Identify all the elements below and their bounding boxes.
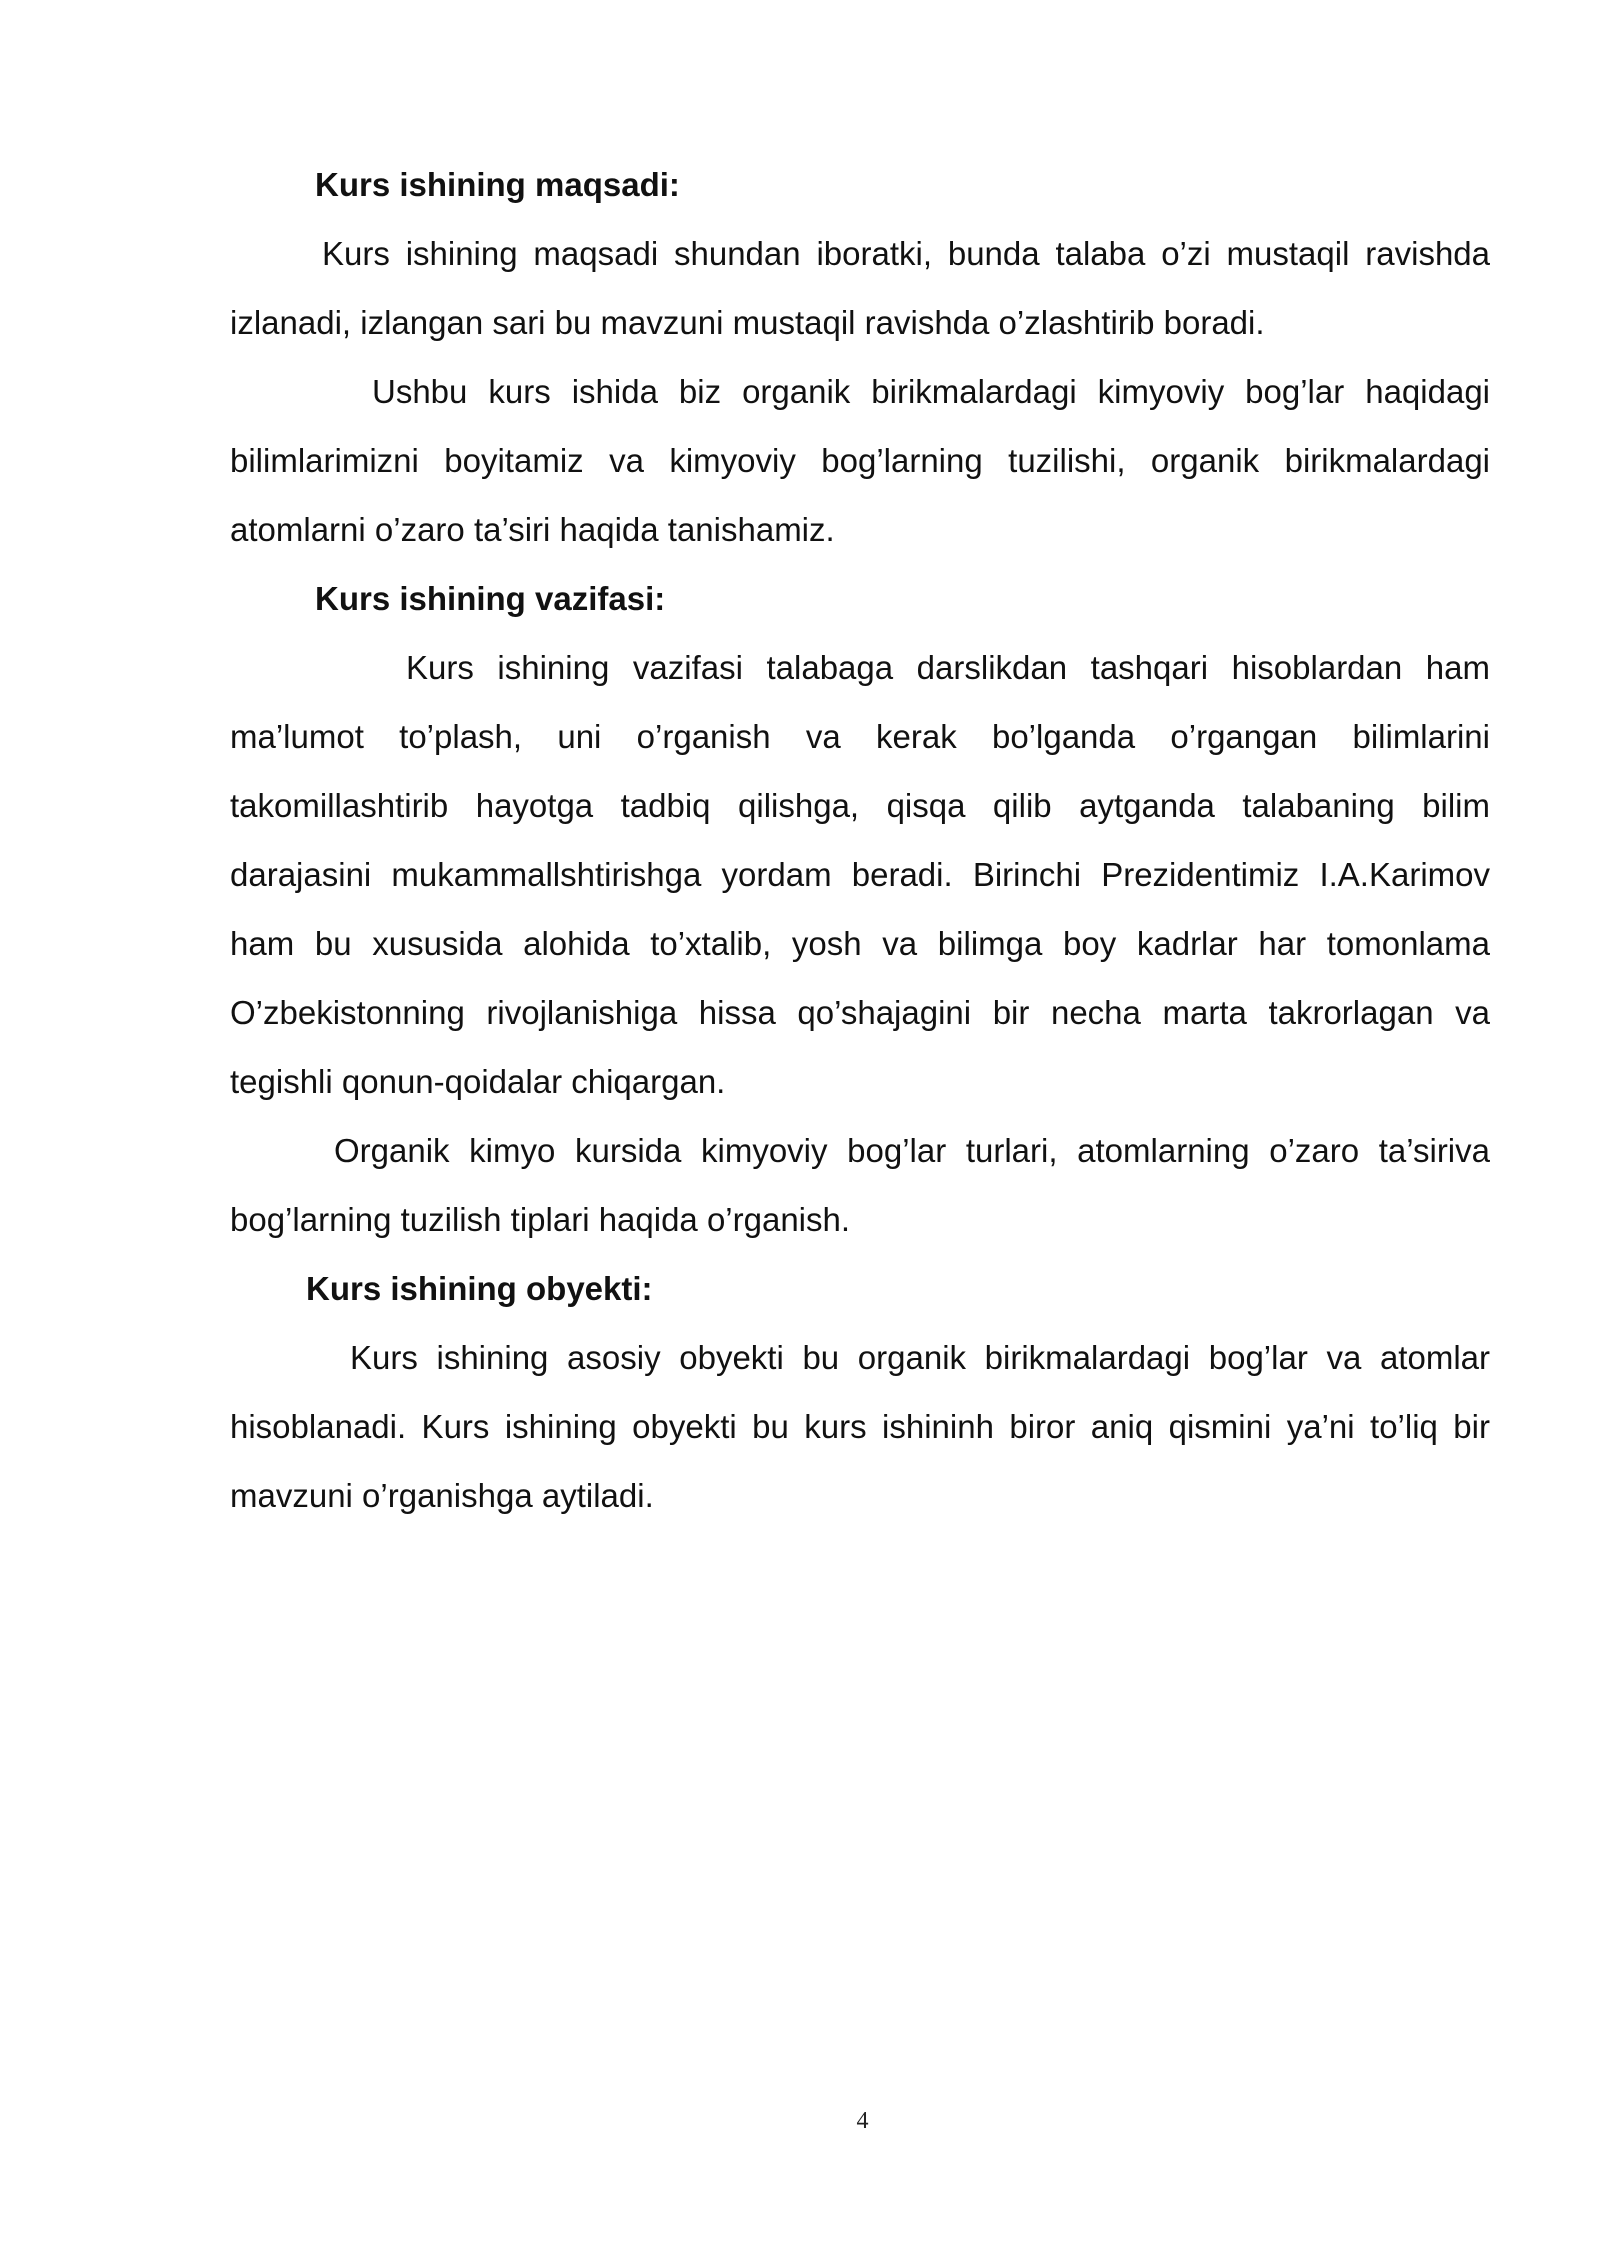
paragraph-maqsadi-1: Kurs ishining maqsadi shundan iboratki, bunda talaba o’zi mustaqil ravishda izlanadi, izlangan sari bu mavzuni mustaqil ravishda o’zlashtirib boradi. <box>230 235 1490 341</box>
page-number: 4 <box>856 2108 869 2134</box>
document-page <box>230 150 1490 1530</box>
paragraph-maqsadi-2: Ushbu kurs ishida biz organik birikmalardagi kimyoviy bog’lar haqidagi bilimlarimizni boyitamiz va kimyoviy bog’larning tuzilishi, organik birikmalardagi atomlarni o’zaro ta’siri haqida tanishamiz. <box>230 373 1490 548</box>
section-heading-maqsadi: Kurs ishining maqsadi: <box>315 166 680 203</box>
paragraph-vazifasi-2: Organik kimyo kursida kimyoviy bog’lar turlari, atomlarning o’zaro ta’siriva bog’larning tuzilish tiplari haqida o’rganish. <box>230 1132 1490 1238</box>
paragraph-obyekti-1: Kurs ishining asosiy obyekti bu organik birikmalardagi bog’lar va atomlar hisoblanadi. Kurs ishining obyekti bu kurs ishininh biror aniq qismini ya’ni to’liq bir mavzuni o’rganishga aytiladi. <box>230 1339 1490 1514</box>
section-heading-vazifasi: Kurs ishining vazifasi: <box>315 580 666 617</box>
section-heading-obyekti: Kurs ishining obyekti: <box>306 1270 653 1307</box>
paragraph-vazifasi-1: Kurs ishining vazifasi talabaga darslikdan tashqari hisoblardan ham ma’lumot to’plash, uni o’rganish va kerak bo’lganda o’rgangan bilimlarini takomillashtirib hayotga tadbiq qilishga, qisqa qilib aytganda talabaning bilim darajasini mukammallshtirishga yordam beradi. Birinchi Prezidentimiz I.A.Karimov ham bu xususida alohida to’xtalib, yosh va bilimga boy kadrlar har tomonlama O’zbekistonning rivojlanishiga hissa qo’shajagini bir necha marta takrorlagan va tegishli qonun-qoidalar chiqargan. <box>230 649 1490 1100</box>
